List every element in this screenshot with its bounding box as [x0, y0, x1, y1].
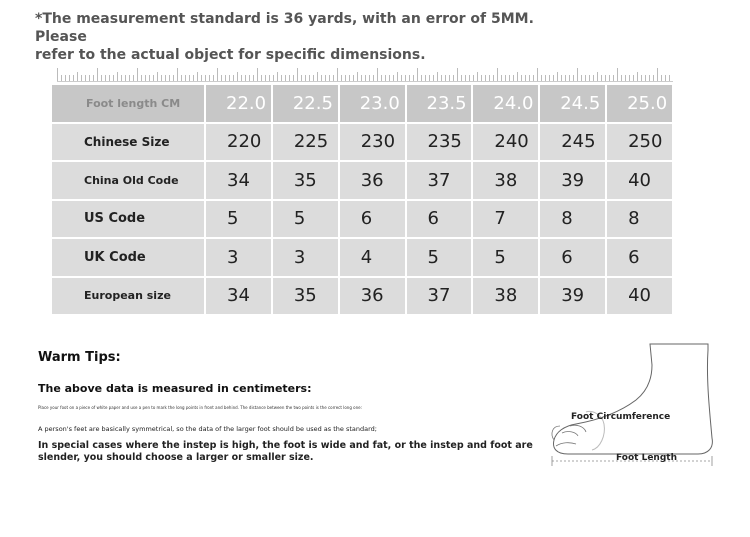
table-cell: 39: [539, 277, 606, 316]
table-cell: 35: [272, 161, 339, 200]
warm-tips-title: Warm Tips:: [38, 350, 121, 365]
table-cell: 5: [472, 238, 539, 277]
row-label-chinese-size: Chinese Size: [51, 123, 205, 162]
table-cell: 7: [472, 200, 539, 239]
measurement-note-line2: refer to the actual object for specific dimensions.: [35, 47, 426, 63]
table-cell: 230: [339, 123, 406, 162]
table-cell: 40: [606, 161, 673, 200]
table-cell: 5: [406, 238, 473, 277]
table-row: [51, 277, 673, 316]
size-chart-header-row: [51, 84, 673, 123]
row-label-us-code: US Code: [51, 200, 205, 239]
table-cell: 39: [539, 161, 606, 200]
table-cell: 35: [272, 277, 339, 316]
table-cell: 250: [606, 123, 673, 162]
tip-special-cases: In special cases where the instep is high, the foot is wide and fat, or the instep and foot are slender, you should choose a larger or smaller size.: [38, 440, 533, 463]
table-row: [51, 123, 673, 162]
table-cell: 34: [205, 161, 272, 200]
table-cell: 225: [272, 123, 339, 162]
foot-circumference-label: Foot Circumference: [571, 412, 671, 422]
table-cell: 34: [205, 277, 272, 316]
table-cell: 6: [606, 238, 673, 277]
table-cell: 37: [406, 277, 473, 316]
row-label-european-size: European size: [51, 277, 205, 316]
size-chart-table: [50, 83, 674, 316]
table-cell: 3: [205, 238, 272, 277]
table-cell: 235: [406, 123, 473, 162]
tip-centimeters: The above data is measured in centimeters:: [38, 382, 312, 395]
table-row: [51, 161, 673, 200]
table-cell: 3: [272, 238, 339, 277]
table-cell: 240: [472, 123, 539, 162]
tip-symmetry: A person's feet are basically symmetrical, so the data of the larger foot should be used as the standard;: [38, 425, 377, 433]
foot-illustration: [548, 340, 723, 470]
table-cell: 5: [272, 200, 339, 239]
table-cell: 36: [339, 161, 406, 200]
foot-length-label: Foot length CM: [51, 84, 205, 123]
table-cell: 37: [406, 161, 473, 200]
table-row: [51, 238, 673, 277]
table-cell: 5: [205, 200, 272, 239]
table-cell: 36: [339, 277, 406, 316]
row-label-uk-code: UK Code: [51, 238, 205, 277]
table-row: [51, 200, 673, 239]
foot-length-value: 25.0: [606, 84, 673, 123]
ruler-decoration: [57, 66, 673, 82]
measurement-note: [35, 10, 555, 64]
table-cell: 40: [606, 277, 673, 316]
table-cell: 6: [339, 200, 406, 239]
foot-length-value: 23.0: [339, 84, 406, 123]
foot-length-value: 24.5: [539, 84, 606, 123]
measurement-note-line1: *The measurement standard is 36 yards, with an error of 5MM. Please: [35, 11, 534, 45]
foot-length-value: 22.0: [205, 84, 272, 123]
table-cell: 245: [539, 123, 606, 162]
row-label-china-old-code: China Old Code: [51, 161, 205, 200]
table-cell: 6: [539, 238, 606, 277]
foot-measurement-diagram: [548, 340, 723, 470]
foot-length-label: Foot Length: [616, 453, 677, 463]
foot-length-value: 24.0: [472, 84, 539, 123]
table-cell: 8: [539, 200, 606, 239]
table-cell: 38: [472, 277, 539, 316]
tip-measure-method: Place your foot on a piece of white paper and use a pen to mark the long points in front and behind. The distance between the two points is the correct long one:: [38, 405, 362, 410]
table-cell: 220: [205, 123, 272, 162]
foot-length-value: 23.5: [406, 84, 473, 123]
foot-length-value: 22.5: [272, 84, 339, 123]
table-cell: 38: [472, 161, 539, 200]
table-cell: 6: [406, 200, 473, 239]
table-cell: 8: [606, 200, 673, 239]
table-cell: 4: [339, 238, 406, 277]
